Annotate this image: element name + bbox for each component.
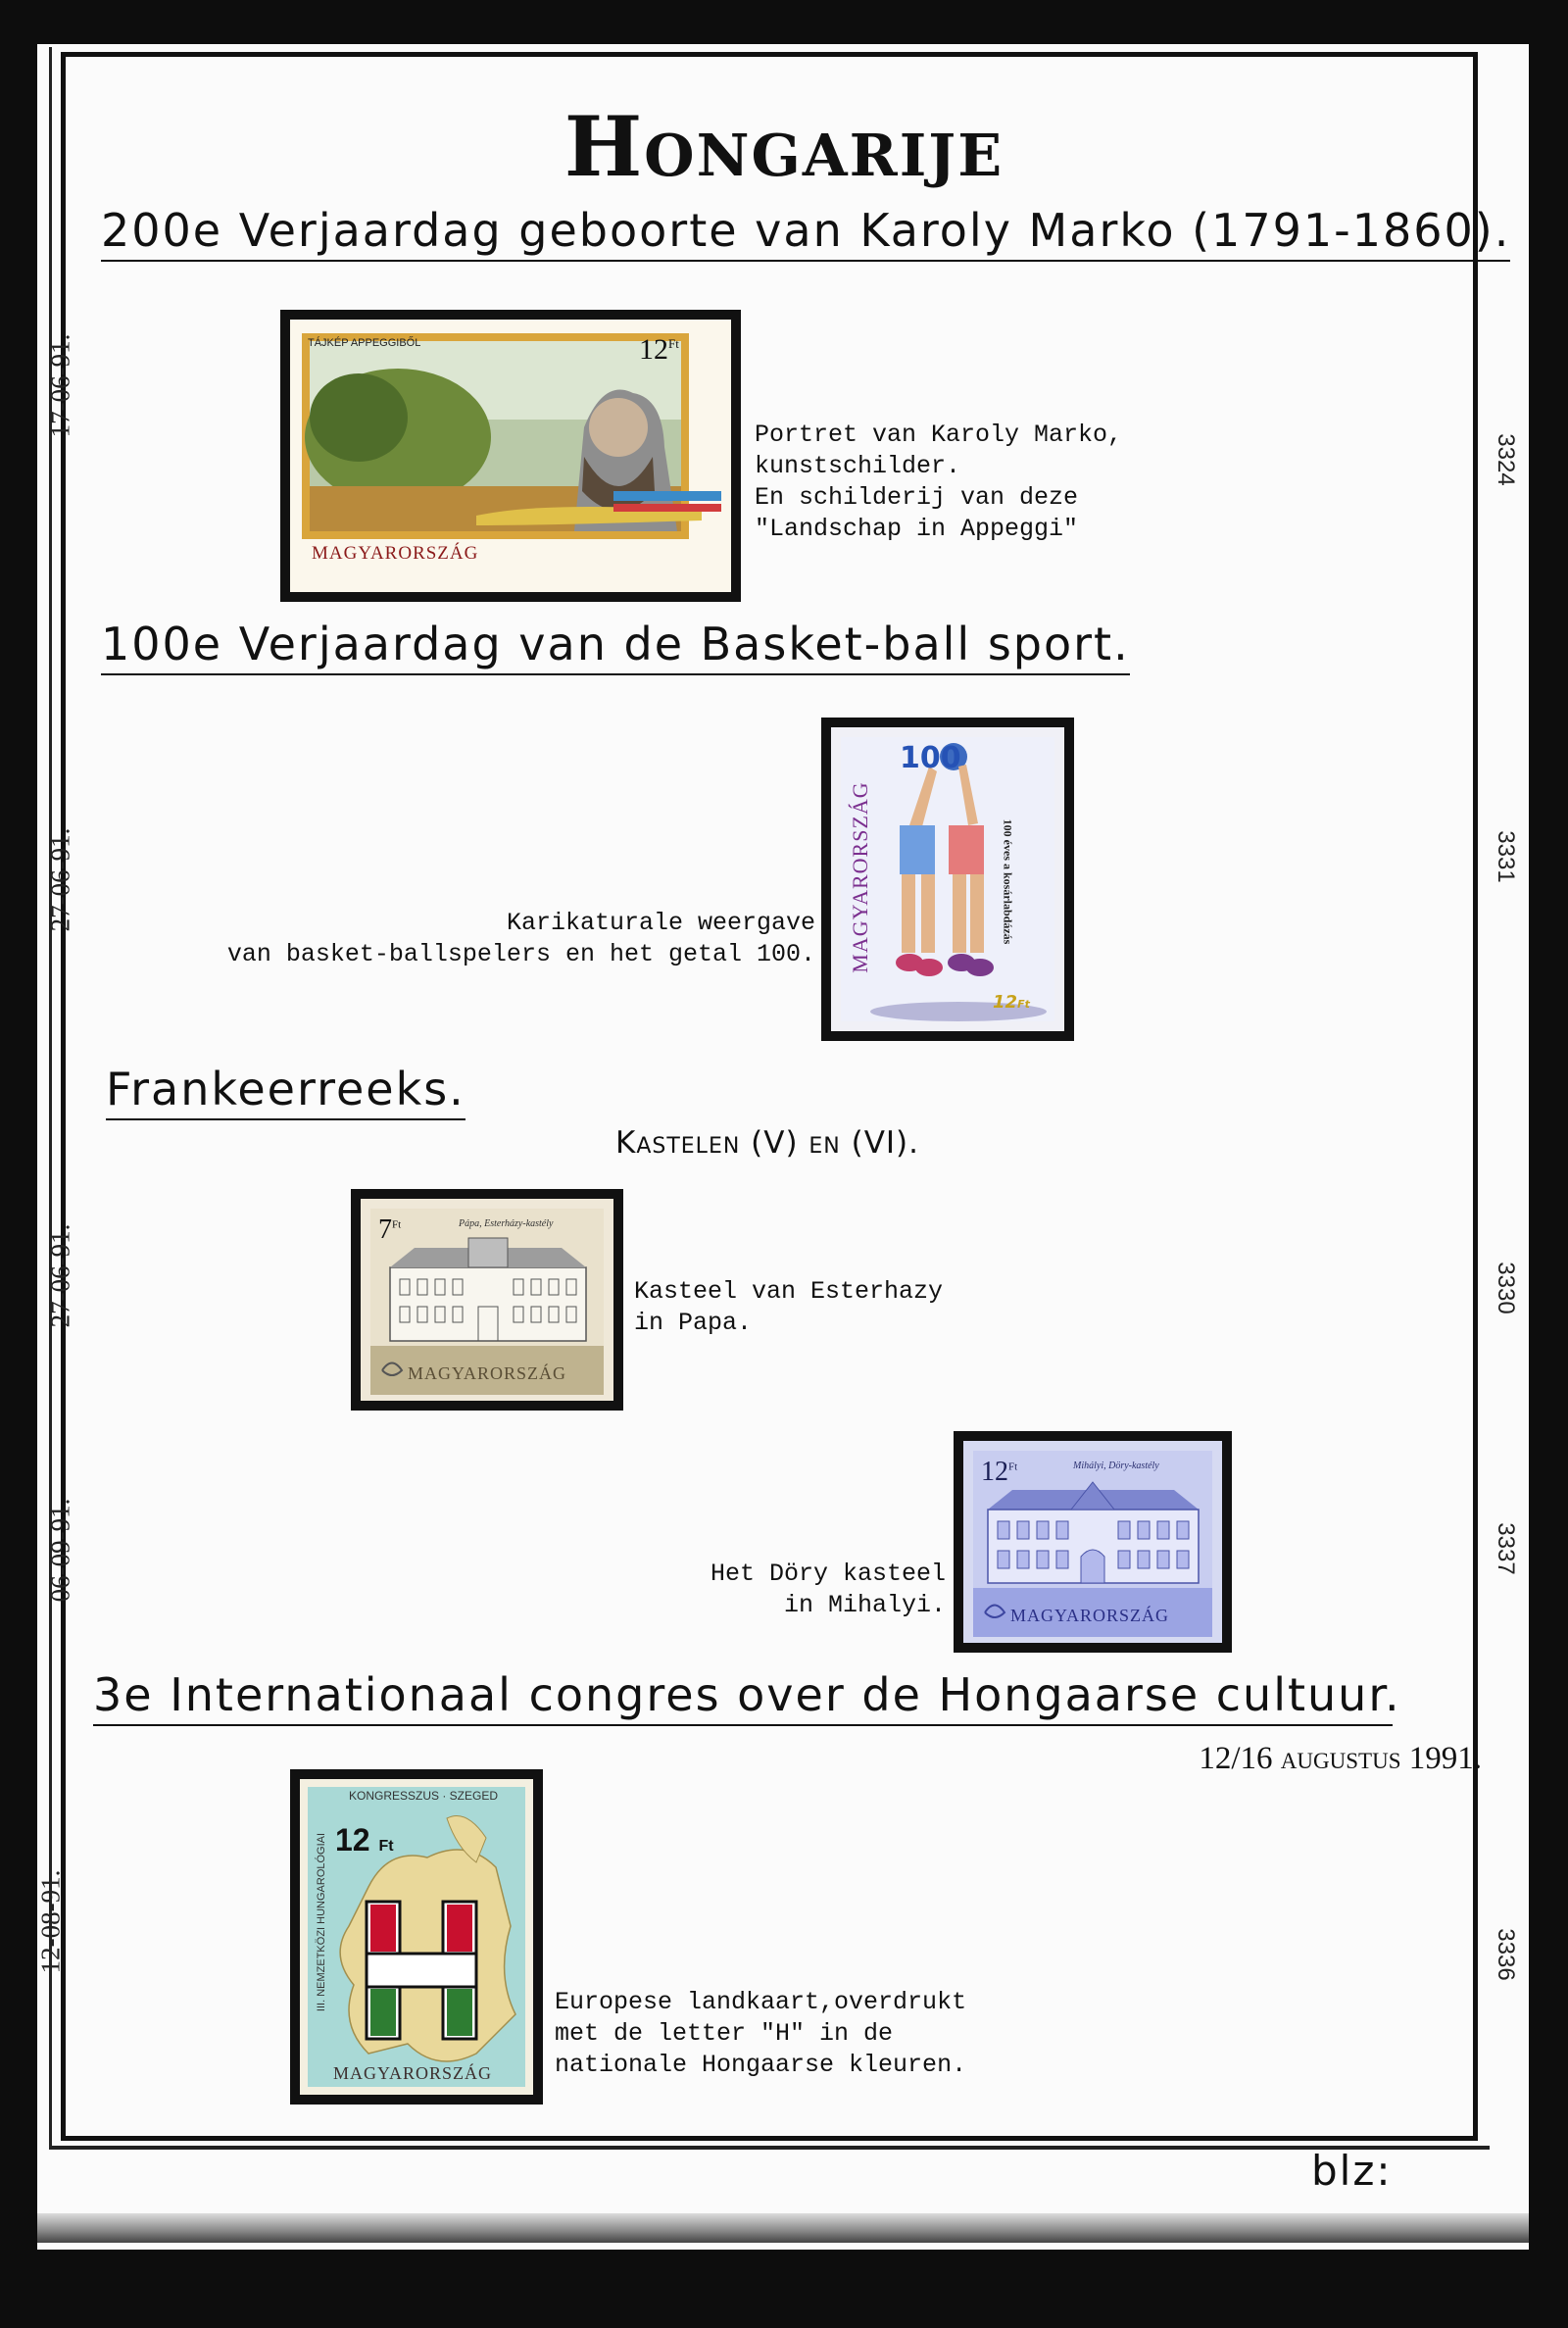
stamp-esterhazy-caption: Pápa, Esterházy-kastély <box>459 1218 554 1229</box>
catalog-number-basketball: 3331 <box>1493 830 1519 883</box>
event-date-congres: 12/16 augustus 1991. <box>1199 1741 1482 1776</box>
stamp-congres <box>300 1779 533 2095</box>
stamp-basketball-value: 12Ft <box>993 992 1030 1013</box>
stamp-congres-country: MAGYARORSZÁG <box>333 2063 493 2083</box>
stamp-congres-caption-top: KONGRESSZUS · SZEGED <box>349 1789 499 1803</box>
issue-date-marko: 17-06-91. <box>45 333 75 438</box>
stamp-basketball-country: MAGYARORSZÁG <box>848 781 872 973</box>
stamp-dory-value: $12^{Ft}$ <box>981 1457 1018 1487</box>
section-heading-congres: 3e Internationaal congres over de Hongaarse cultuur. <box>93 1670 1393 1726</box>
catalog-number-esterhazy: 3330 <box>1493 1262 1519 1314</box>
stamp-congres-value: 12 Ft <box>335 1822 394 1857</box>
description-congres: Europese landkaart,overdrukt met de letter "H" in de nationale Hongaarse kleuren. <box>555 1988 967 2079</box>
page-title: Hongarije <box>564 98 1004 195</box>
stamp-marko-caption: TÁJKÉP APPEGGIBŐL <box>308 337 421 349</box>
subheading-kastelen: Kastelen (V) en (VI). <box>615 1125 920 1161</box>
stamp-mount-esterhazy <box>351 1189 623 1411</box>
stamp-mount-basketball <box>821 718 1074 1041</box>
stamp-dory-caption: Mihályi, Döry-kastély <box>1073 1461 1159 1471</box>
stamp-marko <box>290 320 731 592</box>
stamp-congres-caption-side: III. NEMZETKÖZI HUNGAROLÓGIAI <box>316 1832 327 2012</box>
stamp-dory <box>963 1441 1222 1643</box>
page-number-label: blz: <box>1311 2147 1393 2195</box>
description-dory: Het Döry kasteel in Mihalyi. <box>710 1560 946 1619</box>
catalog-number-congres: 3336 <box>1493 1928 1519 1981</box>
stamp-mount-marko <box>280 310 741 602</box>
description-marko: Portret van Karoly Marko, kunstschilder. En schilderij van deze "Landschap in Appeggi" <box>755 421 1123 543</box>
stamp-marko-value: $12^{Ft}$ <box>639 333 679 366</box>
issue-date-esterhazy: 27-06-91. <box>45 1223 75 1328</box>
catalog-number-marko: 3324 <box>1493 433 1519 486</box>
description-esterhazy: Kasteel van Esterhazy in Papa. <box>634 1277 944 1337</box>
issue-date-congres: 12-08-91. <box>35 1869 66 1974</box>
stamp-basketball-caption: 100 éves a kosárlabdázás <box>1001 818 1015 945</box>
stamp-mount-dory <box>954 1431 1232 1653</box>
stamp-dory-country: MAGYARORSZÁG <box>1010 1606 1170 1625</box>
stamp-esterhazy <box>361 1199 613 1401</box>
section-heading-frankeerreeks: Frankeerreeks. <box>106 1065 466 1120</box>
stamp-esterhazy-country: MAGYARORSZÁG <box>408 1363 567 1383</box>
album-page-edge <box>37 2213 1529 2243</box>
catalog-number-dory: 3337 <box>1493 1522 1519 1575</box>
stamp-basketball-number: 100 <box>900 741 961 775</box>
issue-date-basketball: 27-06-91. <box>45 827 75 932</box>
issue-date-dory: 06-09-91. <box>45 1498 75 1603</box>
section-heading-basketball: 100e Verjaardag van de Basket-ball sport. <box>101 619 1130 675</box>
description-basketball: Karikaturale weergave van basket-ballspelers en het getal 100. <box>226 909 815 968</box>
stamp-basketball <box>831 727 1064 1031</box>
stamp-esterhazy-value: $7^{Ft}$ <box>378 1214 402 1245</box>
section-heading-marko: 200e Verjaardag geboorte van Karoly Marko (1791-1860). <box>101 206 1510 262</box>
stamp-marko-country: MAGYARORSZÁG <box>312 543 479 564</box>
stamp-mount-congres <box>290 1769 543 2105</box>
